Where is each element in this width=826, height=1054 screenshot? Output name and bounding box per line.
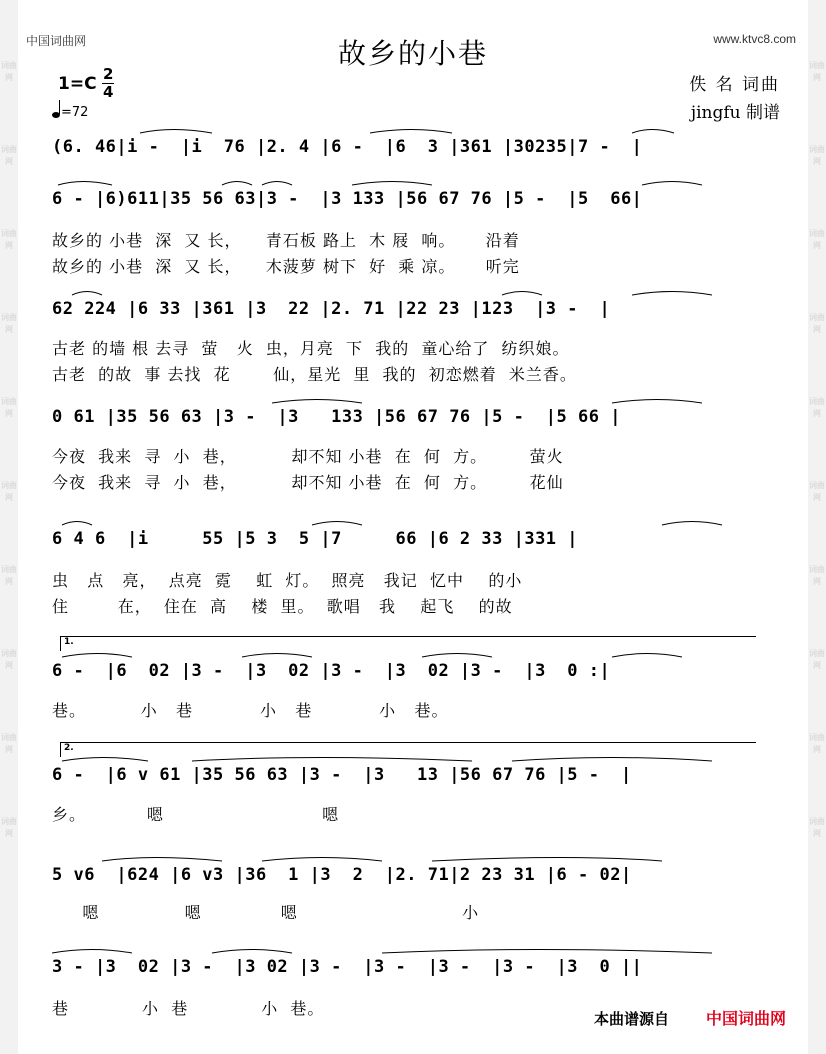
notation-row xyxy=(52,132,774,166)
notation-text: 6 4 6 |i 55 |5 3 5 |7 66 |6 2 33 |331 | xyxy=(52,529,579,549)
watermark-text: 词曲网 xyxy=(809,229,825,250)
notation-text: 62 224 |6 33 |361 |3 22 |2. 71 |22 23 |123 |3 - | xyxy=(52,299,611,319)
first-ending-bracket xyxy=(60,636,756,651)
watermark-text: 词曲网 xyxy=(809,61,825,82)
watermark-text: 词曲网 xyxy=(1,397,17,418)
note-stem xyxy=(59,100,60,114)
meter-bottom: 4 xyxy=(103,83,114,101)
notation-row xyxy=(52,760,774,794)
second-ending-bracket xyxy=(60,742,756,757)
watermark-text: 词曲网 xyxy=(1,649,17,670)
lyric-line: 故乡的 小巷 深 又 长， 木菠萝 树下 好 乘 凉。 听完 xyxy=(52,257,520,276)
notation-row xyxy=(52,952,774,986)
watermark-text: 词曲网 xyxy=(1,61,17,82)
source-label: 本曲谱源自 xyxy=(594,1010,670,1028)
site-url-top-right: www.ktvc8.com xyxy=(713,32,796,46)
lyric-line: 住 在， 住在 高 楼 里。 歌唱 我 起飞 的故 xyxy=(52,597,513,616)
credit-words-music: 佚 名 词曲 xyxy=(689,75,780,95)
watermark-text: 词曲网 xyxy=(809,397,825,418)
site-name-top-left: 中国词曲网 xyxy=(26,34,87,48)
lyric-line: 乡。 嗯 嗯 xyxy=(52,805,340,824)
tempo-marking xyxy=(52,102,88,120)
watermark-text: 词曲网 xyxy=(1,145,17,166)
lyric-line: 古老 的故 事 去找 花 仙，星光 里 我的 初恋燃着 米兰香。 xyxy=(52,365,577,384)
lyric-line: 今夜 我来 寻 小 巷， 却不知 小巷 在 何 方。 花仙 xyxy=(52,473,564,492)
watermark-text: 词曲网 xyxy=(1,565,17,586)
notation-row xyxy=(52,402,774,436)
lyric-line: 今夜 我来 寻 小 巷， 却不知 小巷 在 何 方。 萤火 xyxy=(52,447,564,466)
meter-top: 2 xyxy=(103,65,114,83)
watermark-text: 词曲网 xyxy=(1,229,17,250)
credit-notation: jingfu 制谱 xyxy=(690,103,780,123)
notation-text: (6. 46|i - |i 76 |2. 4 |6 - |6 3 |361 |30235|7 - | xyxy=(52,137,643,157)
notation-text: 6 - |6 v 61 |35 56 63 |3 - |3 13 |56 67 76 |5 - | xyxy=(52,765,632,785)
notation-text: 3 - |3 02 |3 - |3 02 |3 - |3 - |3 - |3 - |3 0 || xyxy=(52,957,643,977)
notation-row xyxy=(52,656,774,690)
notation-row xyxy=(52,294,774,328)
lyric-line: 巷。 小 巷 小 巷 小 巷。 xyxy=(52,701,449,720)
lyric-line: 嗯 嗯 嗯 小 xyxy=(52,903,480,922)
watermark-text: 词曲网 xyxy=(809,649,825,670)
notation-text: 6 - |6 02 |3 - |3 02 |3 - |3 02 |3 - |3 0 :| xyxy=(52,661,611,681)
notation-row xyxy=(52,184,774,218)
watermark-text: 词曲网 xyxy=(1,481,17,502)
brand-name: 中国词曲网 xyxy=(706,1009,787,1028)
watermark-text: 词曲网 xyxy=(809,145,825,166)
notation-row xyxy=(52,524,774,558)
song-title: 故乡的小巷 xyxy=(337,37,488,70)
watermark-text: 词曲网 xyxy=(809,817,825,838)
lyric-line: 虫 点 亮， 点亮 霓 虹 灯。 照亮 我记 忆中 的小 xyxy=(52,571,523,590)
watermark-text: 词曲网 xyxy=(809,313,825,334)
notation-row xyxy=(52,860,774,894)
key-signature: 1=C xyxy=(58,74,97,94)
time-signature xyxy=(102,66,114,101)
notation-text: 6 - |6)611|35 56 63|3 - |3 133 |56 67 76 |5 - |5 66| xyxy=(52,189,643,209)
watermark-text: 词曲网 xyxy=(1,733,17,754)
watermark-text: 词曲网 xyxy=(1,817,17,838)
left-watermark-strip xyxy=(0,0,18,1054)
volta-number: 2. xyxy=(64,743,74,753)
watermark-text: 词曲网 xyxy=(809,565,825,586)
lyric-line: 故乡的 小巷 深 又 长， 青石板 路上 木 屐 响。 沿着 xyxy=(52,231,520,250)
watermark-text: 词曲网 xyxy=(1,313,17,334)
notation-text: 0 61 |35 56 63 |3 - |3 133 |56 67 76 |5 - |5 66 | xyxy=(52,407,621,427)
watermark-text: 词曲网 xyxy=(809,481,825,502)
watermark-text: 词曲网 xyxy=(809,733,825,754)
lyric-line: 古老 的墙 根 去寻 萤 火 虫，月亮 下 我的 童心给了 纺织娘。 xyxy=(52,339,570,358)
notation-text: 5 v6 |624 |6 v3 |36 1 |3 2 |2. 71|2 23 31 |6 - 02| xyxy=(52,865,632,885)
tempo-value: =72 xyxy=(61,105,89,120)
volta-number: 1. xyxy=(64,637,74,647)
lyric-line: 巷 小 巷 小 巷。 xyxy=(52,999,325,1018)
right-watermark-strip xyxy=(808,0,826,1054)
